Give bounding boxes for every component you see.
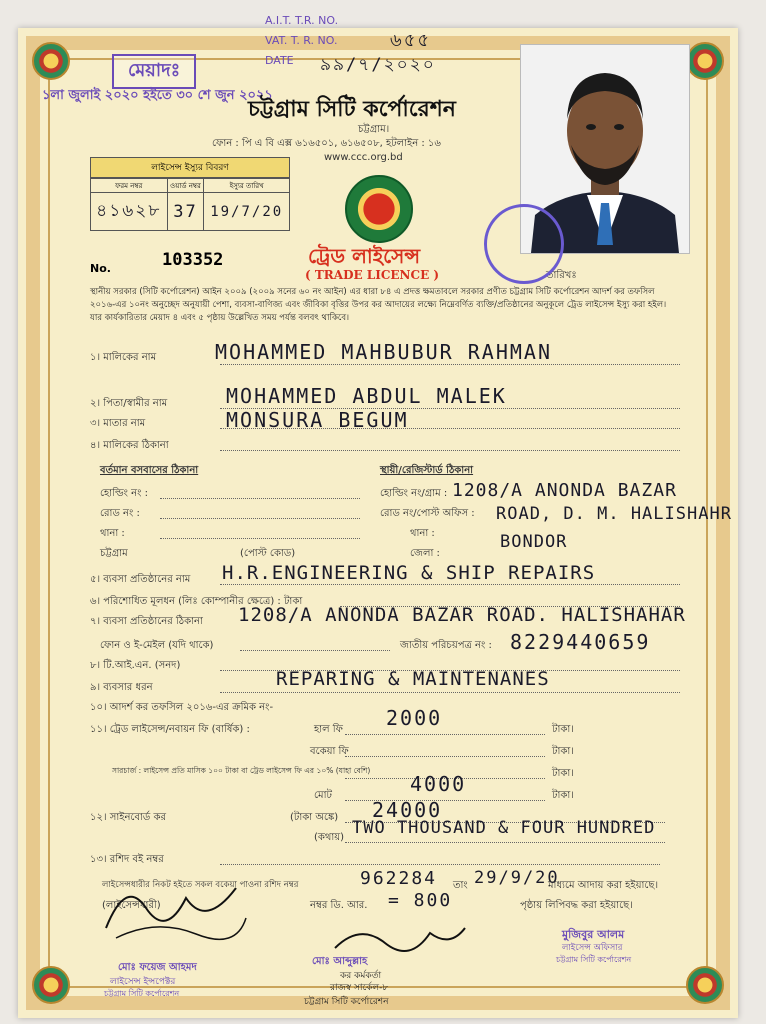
org-phone: ফোন : পি এ বি এক্স ৬১৬৫০১, ৬১৬৫০৮, হটলাইন : ১৬ xyxy=(212,138,441,149)
holding-line xyxy=(160,498,360,499)
licence-no-label: No. xyxy=(90,262,111,275)
chattogram-label: চট্টগ্রাম xyxy=(100,548,128,559)
nid-label: জাতীয় পরিচয়পত্র নং : xyxy=(400,640,492,651)
schedule-serial-label: ১০। আদর্শ কর তফসিল ২০১৬-এর ক্রমিক নং- xyxy=(90,702,274,713)
corner-seal-icon xyxy=(32,966,70,1004)
ait-label: A.I.T. T.R. NO. xyxy=(265,14,339,27)
perm-holding: 1208/A ANONDA BAZAR xyxy=(452,480,677,501)
owner-name-line xyxy=(220,364,680,365)
business-name-label: ৫। ব্যবসা প্রতিষ্ঠানের নাম xyxy=(90,574,191,585)
licensee-signature xyxy=(96,868,256,948)
receipt-book-line xyxy=(220,864,660,865)
taka-label: টাকা। xyxy=(552,790,574,801)
business-address-label: ৭। ব্যবসা প্রতিষ্ঠানের ঠিকানা xyxy=(90,616,203,627)
arrears-label: বকেয়া ফি xyxy=(310,746,349,757)
dr-number-label: নম্বর ডি. আর. xyxy=(310,900,368,911)
receipt-suffix: মাধ্যমে আদায় করা হইয়াছে। xyxy=(548,880,659,891)
owner-name: MOHAMMED MAHBUBUR RAHMAN xyxy=(215,340,552,364)
mother-name: MONSURA BEGUM xyxy=(226,408,409,432)
officer-title: কর কর্মকর্তা xyxy=(340,971,382,981)
amount-words-label: (কথায়) xyxy=(314,832,345,843)
issue-date: 19/7/20 xyxy=(204,193,290,231)
tin-label: ৮। টি.আই.এন. (সনদ) xyxy=(90,660,181,671)
validity-period: ১লা জুলাই ২০২০ হইতে ৩০ শে জুন ২০২১ xyxy=(42,88,273,103)
taka-label: টাকা। xyxy=(552,746,574,757)
perm-thana-label: থানা : xyxy=(410,528,435,539)
current-fee-label: হাল ফি xyxy=(314,724,343,735)
owner-address-line xyxy=(220,450,680,451)
business-type-label: ৯। ব্যবসার ধরন xyxy=(90,682,153,693)
dr-number: = 800 xyxy=(388,890,453,911)
holding-label: হোল্ডিং নং : xyxy=(100,488,148,499)
issue-form-no: ৪১৬২৮ xyxy=(91,193,168,231)
org-title: চট্টগ্রাম সিটি কর্পোরেশন xyxy=(248,96,456,122)
right-officer-name: মুজিবুর আলম xyxy=(562,928,625,941)
licence-title-bn: ট্রেড লাইসেন্স xyxy=(308,244,421,268)
total-label: মোট xyxy=(314,790,332,801)
perm-district-label: জেলা : xyxy=(410,548,440,559)
officer-org: চট্টগ্রাম সিটি কর্পোরেশন xyxy=(304,997,389,1007)
capital-label: ৬। পরিশোধিত মূলধন (লিঃ কোম্পানীর ক্ষেত্রে) : টাকা xyxy=(90,596,303,607)
issue-table xyxy=(90,157,290,231)
phone-email-label: ফোন ও ই-মেইল (যদি থাকে) xyxy=(100,640,214,651)
date-label: DATE xyxy=(265,54,294,67)
perm-holding-label: হোল্ডিং নং/গ্রাম : xyxy=(380,488,448,499)
receipt-date-label: তাং xyxy=(453,880,468,891)
date-value: ৯৯/৭/২০২০ xyxy=(320,55,436,75)
business-type-line xyxy=(220,692,680,693)
business-name-line xyxy=(220,584,680,585)
officer-name: মোঃ আব্দুল্লাহ xyxy=(312,956,368,967)
right-officer-title: লাইসেন্স অফিসার xyxy=(562,943,623,953)
amount-figures-label: (টাকা অঙ্কে) xyxy=(290,812,339,823)
corner-seal-icon xyxy=(686,966,724,1004)
business-address: 1208/A ANONDA BAZAR ROAD. HALISHAHAR xyxy=(238,604,686,626)
owner-address-label: ৪। মালিকের ঠিকানা xyxy=(90,440,169,451)
business-name: H.R.ENGINEERING & SHIP REPAIRS xyxy=(222,562,596,584)
officer-circle: রাজস্ব সার্কেল-৮ xyxy=(330,983,389,993)
org-city: চট্টগ্রাম। xyxy=(358,124,390,135)
amount-words-line xyxy=(345,842,665,843)
total-amount: 4000 xyxy=(410,772,467,796)
licence-no: 103352 xyxy=(162,250,224,270)
licence-title-en: ( TRADE LICENCE ) xyxy=(305,268,440,282)
issue-header-date: ইস্যুর তারিখ xyxy=(204,179,290,193)
permanent-address-label: স্থায়ী/রেজিস্টার্ড ঠিকানা xyxy=(380,465,474,476)
mother-name-label: ৩। মাতার নাম xyxy=(90,418,146,429)
road-line xyxy=(160,518,360,519)
inspector-title: লাইসেন্স ইন্সপেক্টর xyxy=(110,977,176,987)
surcharge-label: সারচার্জ : লাইসেন্স প্রতি মাসিক ১০০ টাকা বা ট্রেড লাইসেন্স ফি এর ১০% (যাহা বেশি) xyxy=(112,766,371,775)
road-label: রোড নং : xyxy=(100,508,140,519)
fee-label: ১১। ট্রেড লাইসেন্স/নবায়ন ফি (বার্ষিক) : xyxy=(90,724,250,735)
ccc-emblem-icon xyxy=(345,175,413,243)
intro-paragraph: স্থানীয় সরকার (সিটি কর্পোরেশন) আইন ২০০৯ (২০০৯ সনের ৬০ নং আইন) এর ধারা ৮৪ এ প্রদত্ত ক্ষমতাবলে সরকার প্রণীত চট্টগ্রাম সিটি কর্পোরেশন আদর্শ কর তফসিল ২০১৬-এর ১০নং অনুচ্ছেদ অনুযায়ী পেশা, ব্যবসা-বাণিজ্য এবং জীবিকা বৃত্তির উপর কর আদায়ের লক্ষ্যে নিম্নেবর্ণিত ব্যক্তি/প্রতিষ্ঠানের অনুকূলে ট্রেড লাইসেন্স ইস্যু করা হইল। যার কার্যকারিতার মেয়াদ ৪ এবং ৫ পৃষ্ঠায় উল্লেখিত সময় পর্যন্ত বলবৎ থাকিবে। xyxy=(90,287,667,323)
current-fee: 2000 xyxy=(386,706,443,730)
issue-ward-no: 37 xyxy=(167,193,204,231)
page-note: পৃষ্ঠায় লিপিবদ্ধ করা হইয়াছে। xyxy=(520,900,633,911)
receipt-text: লাইসেন্সধারীর নিকট হইতে সকল বকেয়া পাওনা রশিদ নম্বর xyxy=(102,880,299,890)
vat-label: VAT. T. R. NO. xyxy=(265,34,338,47)
inspector-name: মোঃ ফয়েজ আহমদ xyxy=(118,962,197,973)
licence-date-label: তারিখঃ xyxy=(546,270,577,281)
current-fee-line xyxy=(345,734,545,735)
thana-line xyxy=(160,538,360,539)
arrears-line xyxy=(345,756,545,757)
thana-label: থানা : xyxy=(100,528,125,539)
nid-number: 8229440659 xyxy=(510,630,651,654)
issue-header-form: ফরম নম্বর xyxy=(91,179,168,193)
issue-table-title: লাইসেন্স ইস্যুর বিবরণ xyxy=(90,157,290,178)
receipt-number: 962284 xyxy=(360,868,438,889)
right-officer-org: চট্টগ্রাম সিটি কর্পোরেশন xyxy=(556,955,632,964)
signboard-tax-label: ১২। সাইনবোর্ড কর xyxy=(90,812,166,823)
licensee-label: (লাইসেন্সধারী) xyxy=(102,900,161,911)
phone-email-line xyxy=(240,650,390,651)
amount-figures: 24000 xyxy=(372,798,443,822)
inspector-org: চট্টগ্রাম সিটি কর্পোরেশন xyxy=(104,989,180,998)
post-code-label: (পোস্ট কোড) xyxy=(240,548,296,559)
business-type: REPARING & MAINTENANES xyxy=(276,668,550,690)
corner-seal-icon xyxy=(686,42,724,80)
present-address-label: বর্তমান বসবাসের ঠিকানা xyxy=(100,465,199,476)
officer-signature xyxy=(330,918,470,958)
amount-words: TWO THOUSAND & FOUR HUNDRED xyxy=(352,818,656,838)
receipt-date: 29/9/20 xyxy=(474,868,560,888)
perm-road-label: রোড নং/পোস্ট অফিস : xyxy=(380,508,475,519)
approval-stamp xyxy=(484,204,564,284)
receipt-book-label: ১৩। রশিদ বই নম্বর xyxy=(90,854,164,865)
father-name: MOHAMMED ABDUL MALEK xyxy=(226,384,507,408)
corner-seal-icon xyxy=(32,42,70,80)
perm-district: BONDOR xyxy=(500,532,568,552)
vat-value: ৬৫৫ xyxy=(390,30,432,51)
taka-label: টাকা। xyxy=(552,724,574,735)
validity-label: মেয়াদঃ xyxy=(112,54,196,89)
perm-road: ROAD, D. M. HALISHAHR xyxy=(496,504,732,524)
org-website: www.ccc.org.bd xyxy=(324,152,403,163)
taka-label: টাকা। xyxy=(552,768,574,779)
owner-name-label: ১। মালিকের নাম xyxy=(90,352,157,363)
issue-header-ward: ওয়ার্ড নম্বর xyxy=(167,179,204,193)
father-name-label: ২। পিতা/স্বামীর নাম xyxy=(90,398,168,409)
